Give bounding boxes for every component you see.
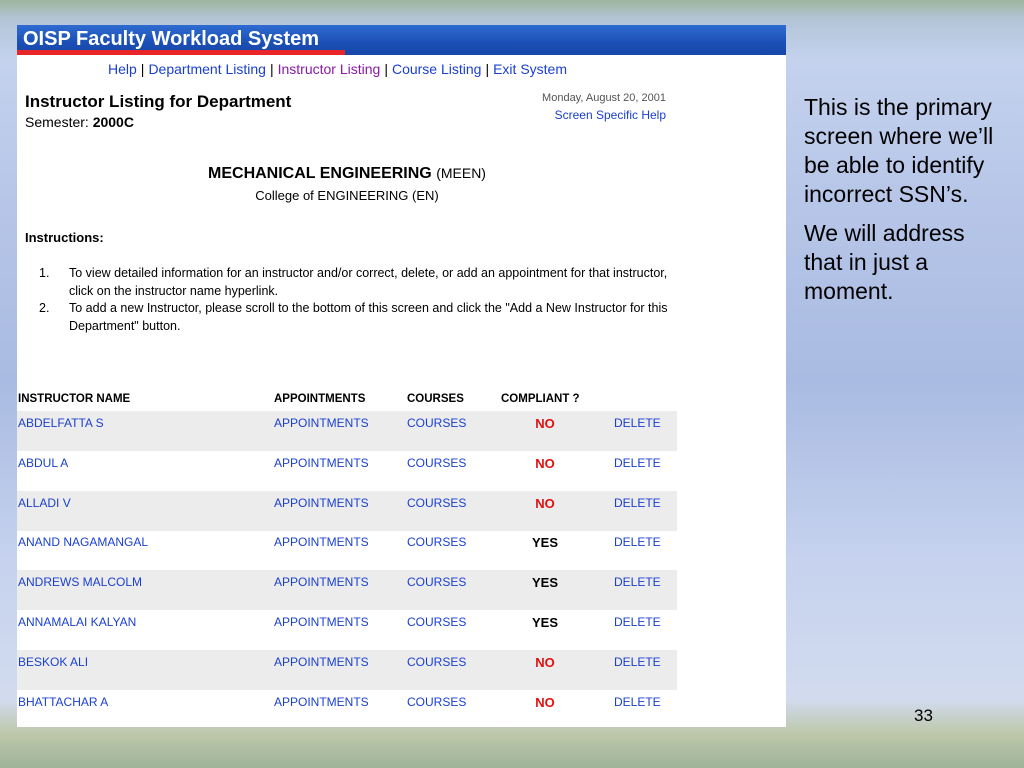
slide-note-paragraph: This is the primary screen where we’ll be able to identify incorrect SSN’s. (804, 94, 994, 207)
header-compliant: COMPLIANT ? (501, 393, 580, 405)
appointments-link[interactable]: APPOINTMENTS (274, 416, 369, 430)
instruction-text: To add a new Instructor, please scroll to the bottom of this screen and click the "Add a New Instructor for this Department" button. (69, 301, 668, 333)
screen-specific-help-link[interactable]: Screen Specific Help (554, 108, 666, 122)
semester-info (25, 114, 134, 130)
courses-link[interactable]: COURSES (407, 455, 467, 470)
table-row (17, 411, 677, 451)
appointments-link[interactable]: APPOINTMENTS (274, 575, 369, 590)
appointments-link[interactable]: APPOINTMENTS (274, 615, 369, 629)
slide-note (804, 93, 1004, 316)
compliant-status: NO (535, 654, 555, 670)
courses-link[interactable]: COURSES (407, 495, 467, 510)
compliant-status: NO (535, 495, 555, 511)
nav-separator: | (269, 61, 274, 77)
appointments-link[interactable]: APPOINTMENTS (274, 455, 369, 470)
table-row (17, 650, 677, 690)
delete-link[interactable]: DELETE (614, 615, 661, 629)
header-courses: COURSES (407, 393, 464, 405)
instructor-name-link[interactable]: BHATTACHAR A (18, 694, 109, 709)
nav-instructor-listing-link[interactable]: Instructor Listing (277, 61, 381, 77)
table-row (17, 690, 677, 727)
compliant-status: YES (531, 615, 558, 630)
slide-note-paragraph: We will address that in just a moment. (804, 220, 965, 304)
current-date: Monday, August 20, 2001 (542, 92, 666, 104)
delete-link[interactable]: DELETE (614, 455, 661, 470)
courses-link[interactable]: COURSES (407, 575, 467, 590)
instruction-item (39, 300, 679, 335)
appointments-link[interactable]: APPOINTMENTS (274, 495, 369, 510)
delete-link[interactable]: DELETE (614, 535, 661, 550)
table-row (17, 530, 677, 570)
nav-help-link[interactable]: Help (108, 61, 137, 77)
delete-link[interactable]: DELETE (614, 694, 661, 709)
page-number: 33 (914, 706, 933, 725)
compliant-status: NO (535, 455, 555, 471)
table-row (17, 451, 677, 491)
table-row (17, 491, 677, 531)
nav-bar (108, 61, 567, 77)
courses-link[interactable]: COURSES (407, 416, 467, 430)
appointments-link[interactable]: APPOINTMENTS (274, 535, 369, 550)
delete-link[interactable]: DELETE (614, 575, 661, 590)
table-header (17, 391, 677, 411)
app-title: OISP Faculty Workload System (23, 28, 320, 50)
department-code: (MEEN) (436, 165, 486, 181)
nav-separator: | (384, 61, 388, 77)
courses-link[interactable]: COURSES (407, 615, 467, 629)
nav-exit-system-link[interactable]: Exit System (493, 61, 567, 77)
instruction-number: 1. (39, 266, 50, 280)
app-titlebar (17, 25, 786, 55)
title-underline (17, 50, 345, 55)
table-row (17, 570, 677, 610)
instructor-name-link[interactable]: ABDELFATTA S (18, 416, 104, 430)
nav-course-listing-link[interactable]: Course Listing (391, 61, 482, 77)
department-name: MECHANICAL ENGINEERING (208, 165, 432, 182)
compliant-status: YES (531, 535, 558, 551)
instructions-heading: Instructions: (25, 230, 104, 245)
instruction-number: 2. (39, 301, 50, 315)
appointments-link[interactable]: APPOINTMENTS (274, 694, 369, 709)
appointments-link[interactable]: APPOINTMENTS (274, 654, 369, 669)
instructor-name-link[interactable]: BESKOK ALI (18, 654, 89, 669)
delete-link[interactable]: DELETE (614, 654, 661, 669)
page-title: Instructor Listing for Department (25, 92, 292, 111)
header-instructor-name: INSTRUCTOR NAME (18, 393, 131, 405)
instruction-text: To view detailed information for an instructor and/or correct, delete, or add an appointment for that instructor, click on the instructor name hyperlink. (69, 266, 668, 298)
delete-link[interactable]: DELETE (614, 495, 661, 510)
instructor-name-link[interactable]: ANNAMALAI KALYAN (18, 615, 137, 629)
app-screenshot (17, 25, 786, 727)
courses-link[interactable]: COURSES (407, 654, 467, 669)
instructor-name-link[interactable]: ANDREWS MALCOLM (18, 575, 143, 590)
instructor-name-link[interactable]: ANAND NAGAMANGAL (18, 535, 149, 550)
courses-link[interactable]: COURSES (407, 535, 467, 550)
semester-label: Semester: (25, 114, 89, 130)
compliant-status: YES (531, 575, 558, 591)
semester-value: 2000C (92, 114, 134, 130)
college-name: College of ENGINEERING (EN) (255, 188, 439, 203)
delete-link[interactable]: DELETE (614, 416, 661, 430)
instruction-item (39, 265, 679, 300)
compliant-status: NO (535, 416, 555, 431)
nav-separator: | (485, 61, 490, 77)
nav-department-listing-link[interactable]: Department Listing (148, 61, 266, 77)
compliant-status: NO (535, 694, 555, 710)
instructor-name-link[interactable]: ABDUL A (18, 455, 69, 470)
instructions-list (39, 265, 679, 335)
table-row (17, 610, 677, 650)
instructor-name-link[interactable]: ALLADI V (18, 495, 71, 510)
department-title (17, 165, 677, 183)
courses-link[interactable]: COURSES (407, 694, 467, 709)
nav-separator: | (140, 61, 145, 77)
header-appointments: APPOINTMENTS (274, 393, 366, 405)
